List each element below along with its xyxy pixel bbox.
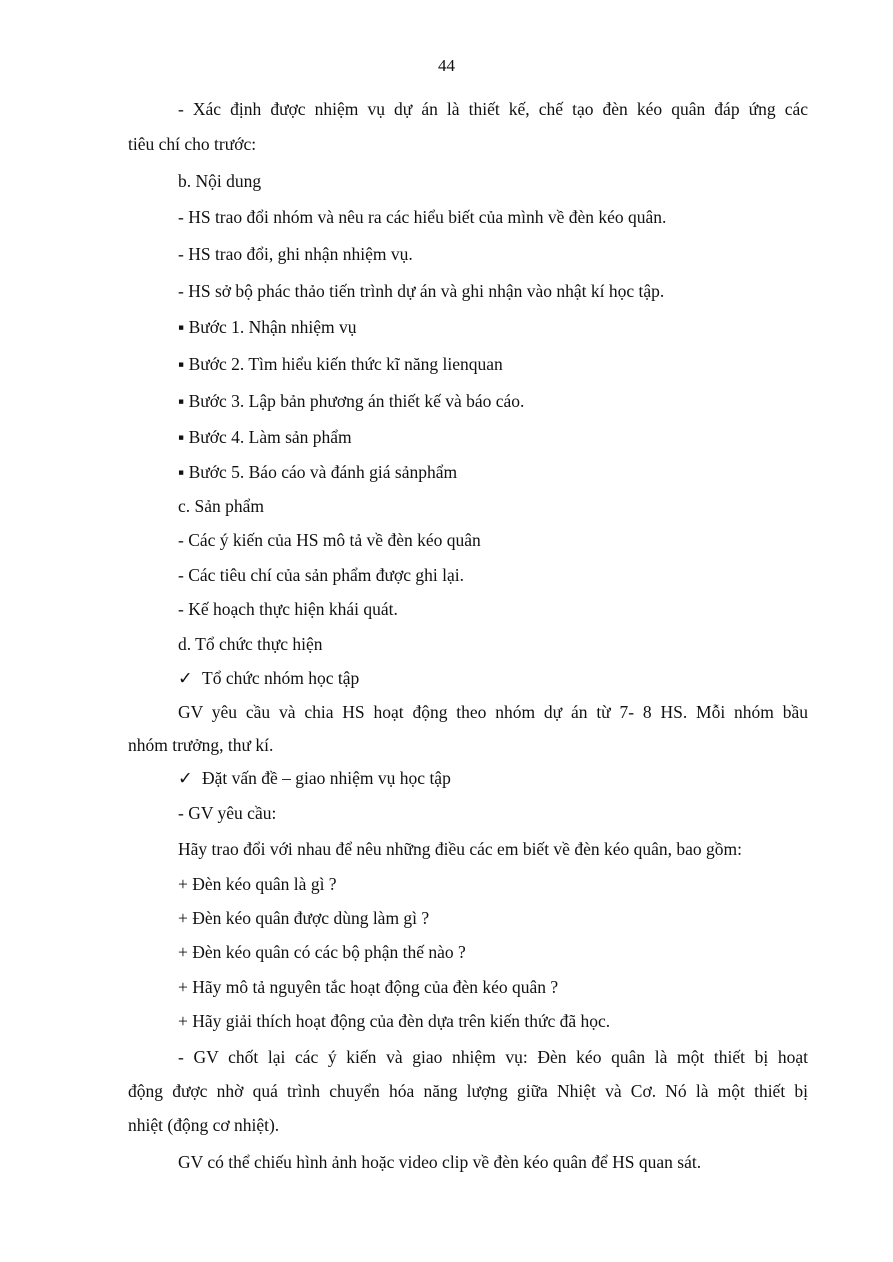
question-item: + Đèn kéo quân được dùng làm gì ? bbox=[178, 908, 430, 928]
check-icon: ✓ bbox=[178, 768, 193, 788]
paragraph-line: - HS trao đổi nhóm và nêu ra các hiểu biết của mình về đèn kéo quân. bbox=[178, 207, 667, 227]
paragraph-line: nhóm trưởng, thư kí. bbox=[128, 735, 274, 755]
section-heading-d: d. Tổ chức thực hiện bbox=[178, 634, 323, 654]
paragraph-line: - HS sở bộ phác thảo tiến trình dự án và ghi nhận vào nhật kí học tập. bbox=[178, 281, 665, 301]
section-heading-b: b. Nội dung bbox=[178, 171, 262, 191]
page-number: 44 bbox=[438, 56, 455, 75]
paragraph-line: - Các tiêu chí của sản phẩm được ghi lại. bbox=[178, 565, 465, 585]
question-item: + Đèn kéo quân là gì ? bbox=[178, 874, 337, 894]
paragraph-line: - Các ý kiến của HS mô tả về đèn kéo quân bbox=[178, 530, 481, 550]
checklist-item-label: Tổ chức nhóm học tập bbox=[202, 668, 360, 688]
checklist-item bbox=[178, 768, 808, 788]
paragraph-line: GV yêu cầu và chia HS hoạt động theo nhóm dự án từ 7- 8 HS. Mỗi nhóm bầu bbox=[178, 702, 808, 722]
question-item: + Hãy mô tả nguyên tắc hoạt động của đèn kéo quân ? bbox=[178, 977, 559, 997]
section-heading-c: c. Sản phẩm bbox=[178, 496, 265, 516]
checklist-item-label: Đặt vấn đề – giao nhiệm vụ học tập bbox=[202, 768, 451, 788]
step-item: ▪ Bước 2. Tìm hiểu kiến thức kĩ năng lienquan bbox=[178, 354, 503, 374]
step-item: ▪ Bước 3. Lập bản phương án thiết kế và báo cáo. bbox=[178, 391, 525, 411]
checklist-item bbox=[178, 668, 808, 688]
paragraph-line: - Kế hoạch thực hiện khái quát. bbox=[178, 599, 398, 619]
question-item: + Đèn kéo quân có các bộ phận thế nào ? bbox=[178, 942, 466, 962]
paragraph-line: nhiệt (động cơ nhiệt). bbox=[128, 1115, 280, 1135]
paragraph-line: Hãy trao đổi với nhau để nêu những điều các em biết về đèn kéo quân, bao gồm: bbox=[178, 839, 742, 859]
check-icon: ✓ bbox=[178, 668, 193, 688]
question-item: + Hãy giải thích hoạt động của đèn dựa trên kiến thức đã học. bbox=[178, 1011, 611, 1031]
paragraph-line: - Xác định được nhiệm vụ dự án là thiết kế, chế tạo đèn kéo quân đáp ứng các bbox=[178, 99, 808, 119]
step-item: ▪ Bước 1. Nhận nhiệm vụ bbox=[178, 317, 357, 337]
paragraph-line: - GV yêu cầu: bbox=[178, 803, 277, 823]
paragraph-line: - GV chốt lại các ý kiến và giao nhiệm vụ: Đèn kéo quân là một thiết bị hoạt bbox=[178, 1047, 808, 1067]
paragraph-line: tiêu chí cho trước: bbox=[128, 134, 257, 154]
paragraph-line: - HS trao đổi, ghi nhận nhiệm vụ. bbox=[178, 244, 413, 264]
step-item: ▪ Bước 5. Báo cáo và đánh giá sảnphẩm bbox=[178, 462, 458, 482]
step-item: ▪ Bước 4. Làm sản phẩm bbox=[178, 427, 352, 447]
paragraph-line: GV có thể chiếu hình ảnh hoặc video clip về đèn kéo quân để HS quan sát. bbox=[178, 1152, 702, 1172]
paragraph-line: động được nhờ quá trình chuyển hóa năng lượng giữa Nhiệt và Cơ. Nó là một thiết bị bbox=[128, 1081, 808, 1101]
